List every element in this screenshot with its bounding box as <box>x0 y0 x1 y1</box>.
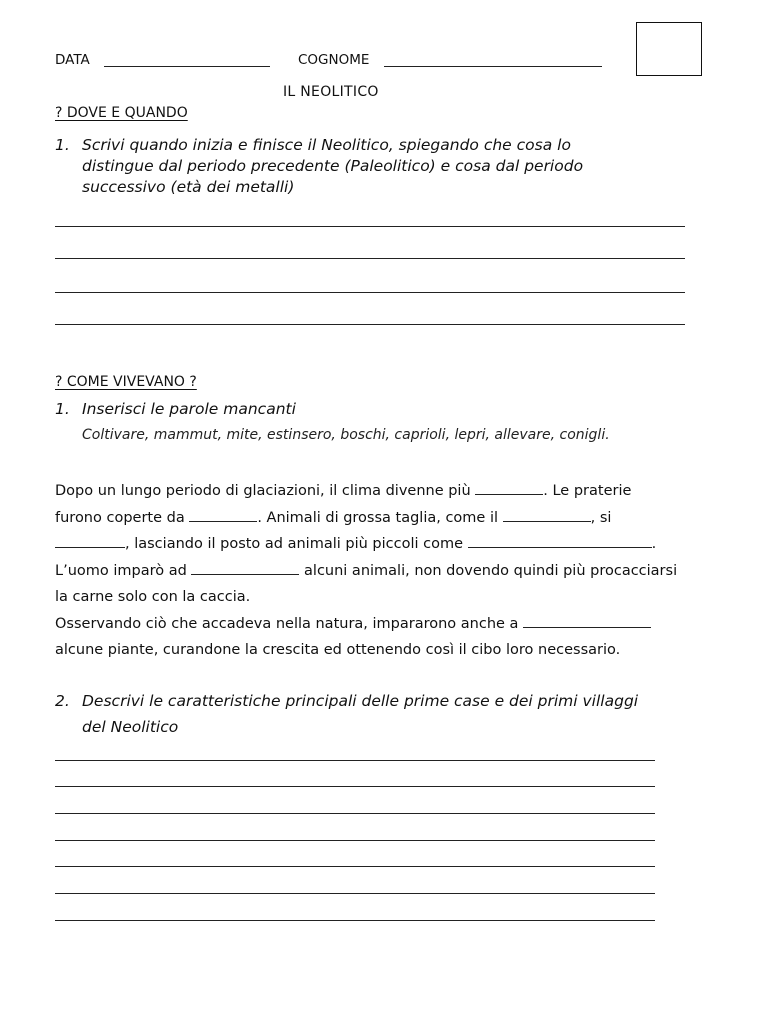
blank-field[interactable] <box>475 480 543 495</box>
word-list: Coltivare, mammut, mite, estinsero, boschi, caprioli, lepri, allevare, conigli. <box>82 427 610 443</box>
fill-in-paragraph <box>55 478 745 664</box>
question-2-2-line-1: Descrivi le caratteristiche principali delle prime case e dei primi villaggi <box>82 692 639 710</box>
para-line-6: Osservando ciò che accadeva nella natura, impararono anche a <box>55 611 745 638</box>
question-2-2-number: 2. <box>55 692 70 710</box>
answer-line[interactable] <box>55 893 655 894</box>
para-line-4: L’uomo imparò ad alcuni animali, non dovendo quindi più procacciarsi <box>55 558 745 585</box>
answer-line[interactable] <box>55 324 685 325</box>
para-line-3: , lasciando il posto ad animali più piccoli come . <box>55 531 745 558</box>
section-heading-dove-quando: ? DOVE E QUANDO <box>55 105 188 121</box>
grade-box[interactable] <box>636 22 702 76</box>
para-line-7: alcune piante, curandone la crescita ed ottenendo così il cibo loro necessario. <box>55 642 621 658</box>
question-2-1-text: Inserisci le parole mancanti <box>82 400 296 418</box>
para-line-1: Dopo un lungo periodo di glaciazioni, il clima divenne più . Le praterie <box>55 478 745 505</box>
blank-field[interactable] <box>55 533 125 548</box>
answer-line[interactable] <box>55 840 655 841</box>
answer-line[interactable] <box>55 866 655 867</box>
question-2-1-number: 1. <box>55 400 70 418</box>
answer-line[interactable] <box>55 760 655 761</box>
date-label: DATA <box>55 52 90 68</box>
answer-line[interactable] <box>55 920 655 921</box>
blank-field[interactable] <box>189 507 257 522</box>
question-1-number: 1. <box>55 136 70 154</box>
question-1-line-2: distingue dal periodo precedente (Paleolitico) e cosa dal periodo <box>82 157 584 175</box>
blank-field[interactable] <box>191 560 299 575</box>
surname-label: COGNOME <box>298 52 370 68</box>
section-heading-come-vivevano: ? COME VIVEVANO ? <box>55 374 197 390</box>
blank-field[interactable] <box>468 533 652 548</box>
blank-field[interactable] <box>503 507 591 522</box>
blank-field[interactable] <box>523 613 651 628</box>
answer-line[interactable] <box>55 813 655 814</box>
answer-line[interactable] <box>55 226 685 227</box>
para-line-2: furono coperte da . Animali di grossa taglia, come il , si <box>55 505 745 532</box>
question-1-line-1: Scrivi quando inizia e finisce il Neolitico, spiegando che cosa lo <box>82 136 571 154</box>
date-field[interactable] <box>104 66 270 67</box>
answer-line[interactable] <box>55 292 685 293</box>
surname-field[interactable] <box>384 66 602 67</box>
answer-line[interactable] <box>55 786 655 787</box>
question-1-line-3: successivo (età dei metalli) <box>82 178 295 196</box>
para-line-5: la carne solo con la caccia. <box>55 589 251 605</box>
answer-line[interactable] <box>55 258 685 259</box>
page-title: IL NEOLITICO <box>283 84 379 100</box>
question-2-2-line-2: del Neolitico <box>82 718 179 736</box>
